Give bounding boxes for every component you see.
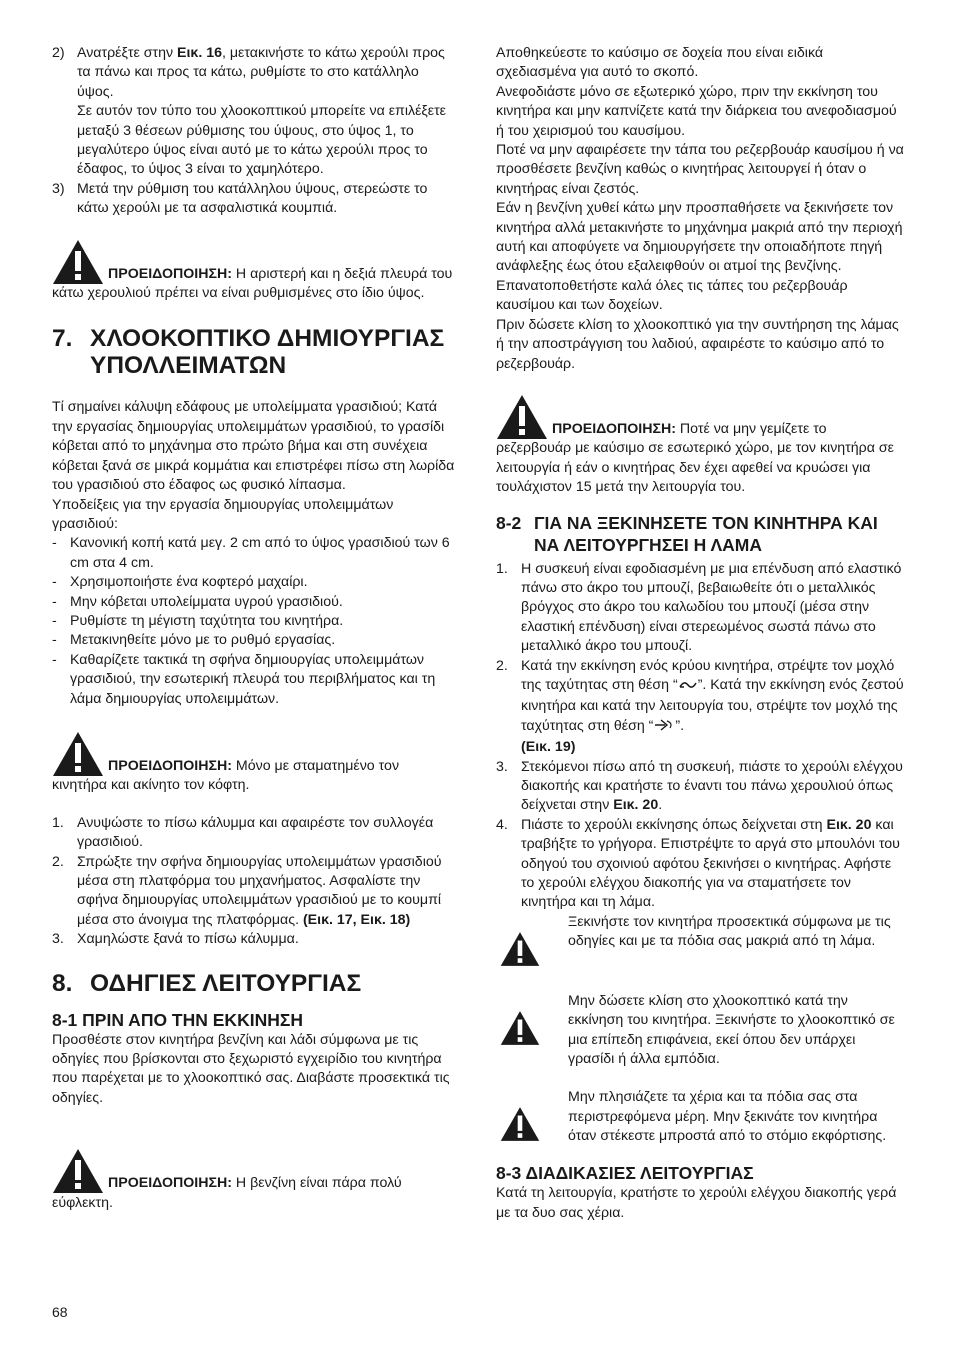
- step-number: 4.: [496, 816, 508, 833]
- mulch-step-3: [52, 930, 456, 949]
- text: , μετακινήστε το κάτω χερούλι προς τα πάνω και προς τα κάτω, ρυθμίστε το στο κατάλληλο ύψος.: [77, 45, 445, 100]
- tip-text: Μην κόβεται υπολείμματα υγρού γρασιδιού.: [70, 593, 343, 610]
- step-number: 1.: [496, 560, 508, 577]
- step-number: 2.: [496, 657, 508, 674]
- mulching-tips-intro: Υποδείξεις για την εργασία δημιουργίας υπολειμμάτων γρασιδιού:: [52, 496, 394, 532]
- subsection-8-3-heading: 8-3 ΔΙΑΔΙΚΑΣΙΕΣ ΛΕΙΤΟΥΡΓΙΑΣ: [496, 1163, 754, 1184]
- right-column: [496, 44, 904, 1223]
- text: Μόνο με σταματημένο τον κινητήρα και ακίνητο τον κόφτη.: [52, 757, 400, 794]
- text: Σπρώξτε την σφήνα δημιουργίας υπολειμμάτων γρασιδιού μέσα στη πλατφόρμα του μηχανήματος. Ασφαλίστε την σφήνα δημιουργίας υπολειμμάτων γρασιδιού με το κουμπί μέσα στο άνοιγμα της πλατφόρμας.: [77, 853, 442, 928]
- fuel-paragraph: Αποθηκεύεστε το καύσιμο σε δοχεία που είναι ειδικά σχεδιασμένα για αυτό το σκοπό.: [496, 45, 824, 81]
- text: ”. Κατά την εκκίνηση ενός ζεστού κινητήρα και κατά την λειτουργία του, στρέψτε τον μοχλό της ταχύτητας στη θέση “: [521, 676, 904, 734]
- step-text: Χαμηλώστε ξανά το πίσω κάλυμμα.: [77, 931, 299, 948]
- mulch-step-2: [52, 853, 456, 931]
- warning-triangle-icon: [52, 239, 104, 285]
- fuel-paragraph: Πριν δώσετε κλίση το χλοοκοπτικό για την συντήρηση της λάμας ή την αποστράγγιση του λαδιού, αφαιρέστε το καύσιμο από το ρεζερβουάρ.: [496, 316, 899, 372]
- text: Ποτέ να μην γεμίζετε το ρεζερβουάρ με καύσιμο σε εσωτερικό χώρο, με τον κινητήρα σε λειτουργία ή εάν ο κινητήρας δεν έχει αφεθεί να κρυώσει για τουλάχιστον 15 μετά την λειτουργία του.: [496, 420, 894, 496]
- tip-text: Μετακινηθείτε μόνο με το ρυθμό εργασίας.: [70, 632, 336, 649]
- warning-triangle-icon: [52, 731, 104, 777]
- mulch-step-1: [52, 814, 456, 853]
- fuel-paragraph: Ανεφοδιάστε μόνο σε εξωτερικό χώρο, πριν την εκκίνηση του κινητήρα και μην καπνίζετε κατά την διάρκεια του ανεφοδιασμού ή του χειρισμού του καυσίμου.: [496, 83, 897, 139]
- tip-text: Κανονική κοπή κατά μεγ. 2 cm από το ύψος γρασιδιού των 6 cm στα 4 cm.: [70, 535, 450, 571]
- subsection-number: 8-2: [496, 512, 522, 533]
- tip-item: [52, 534, 456, 573]
- text: Ανατρέξτε στην: [77, 45, 178, 61]
- section-number: 7.: [52, 325, 73, 353]
- side-warning-3: [496, 1088, 904, 1148]
- warning-triangle-icon: [500, 931, 540, 967]
- tip-item: [52, 593, 456, 612]
- figure-ref: Εικ. 16: [177, 45, 222, 61]
- tip-item: [52, 573, 456, 592]
- step-text-cont: Σε αυτόν τον τύπο του χλοοκοπτικού μπορείτε να επιλέξετε μεταξύ 3 θέσεων ρύθμισης του ύψους, στο ύψος 1, το μεγαλύτερο ύψος είναι αυτό με το κάτω χερούλι προς το έδαφος, το ύψος 3 είναι το χαμηλότερο.: [77, 103, 447, 178]
- tip-item: [52, 631, 456, 650]
- side-warning-text: Ξεκινήστε τον κινητήρα προσεκτικά σύμφωνα με τις οδηγίες και με τα πόδια σας μακριά από τη λάμα.: [568, 913, 891, 950]
- start-step-2: [496, 657, 904, 758]
- start-step-4: [496, 816, 904, 913]
- figure-ref: (Εικ. 19): [521, 739, 576, 756]
- warning-text: [52, 1174, 456, 1213]
- text: Πιάστε το χερούλι εκκίνησης όπως δείχνεται στη: [521, 816, 827, 833]
- warning-label: ΠΡΟΕΙΔΟΠΟΙΗΣΗ:: [108, 265, 232, 282]
- dash: -: [52, 593, 57, 610]
- dash: -: [52, 651, 57, 668]
- dash: -: [52, 535, 57, 552]
- section-7-heading: [52, 325, 456, 379]
- warning-block-1: [52, 239, 456, 304]
- subsection-title: ΓΙΑ ΝΑ ΞΕΚΙΝΗΣΕΤΕ ΤΟΝ ΚΙΝΗΤΗΡΑ ΚΑΙ ΝΑ ΛΕΙΤΟΥΡΓΗΣΕΙ Η ΛΑΜΑ: [534, 512, 878, 555]
- warning-text: [496, 420, 904, 498]
- figure-ref: Εικ. 20: [613, 797, 659, 814]
- text: .: [658, 797, 663, 814]
- step-text: [77, 853, 456, 931]
- adjust-step-2: [52, 44, 456, 180]
- step-text: [521, 758, 904, 816]
- start-step-3: [496, 758, 904, 816]
- step-text: [521, 816, 904, 913]
- tip-text: Χρησιμοποιήστε ένα κοφτερό μαχαίρι.: [70, 574, 308, 591]
- side-warning-2: [496, 992, 904, 1070]
- subsection-8-1-heading: 8-1 ΠΡΙΝ ΑΠΟ ΤΗΝ ΕΚΚΙΝΗΣΗ: [52, 1009, 303, 1030]
- fuel-paragraph: Επανατοποθετήστε καλά όλες τις τάπες του ρεζερβουάρ καυσίμου και των δοχείων.: [496, 277, 848, 314]
- text: Στεκόμενοι πίσω από τη συσκευή, πιάστε το χερούλι ελέγχου διακοπής και κρατήστε το έναντι του πάνω χερουλιού όπως δείχνεται στην: [521, 758, 903, 814]
- warning-label: ΠΡΟΕΙΔΟΠΟΙΗΣΗ:: [108, 1175, 232, 1192]
- text: Κατά την εκκίνηση ενός κρύου κινητήρα, στρέψτε τον μοχλό της ταχύτητας στη θέση “: [521, 657, 895, 693]
- step-number: 3.: [52, 931, 64, 948]
- warning-block-3: [52, 1148, 456, 1213]
- warning-label: ΠΡΟΕΙΔΟΠΟΙΗΣΗ:: [108, 757, 232, 774]
- step-text: Η συσκευή είναι εφοδιασμένη με μια επένδυση από ελαστικό πάνω στο άκρο του μπουζί, βεβαιωθείτε ότι ο μεταλλικός βρόγχος στο άκρο του καλωδίου του μπουζί (μέσα στην ελαστική επένδυση) είναι στερεωμένος σωστά πάνω στο μεταλλικό άκρο του μπουζί.: [521, 560, 902, 655]
- fuel-paragraph: Εάν η βενζίνη χυθεί κάτω μην προσπαθήσετε να ξεκινήσετε τον κινητήρα αλλά μετακινήστε το μηχάνημα μακριά από την περιοχή αυτή και αποφύγετε να δημιουργήσετε την οποιαδήποτε πηγή ανάφλεξης έως ότου εξαλειφθούν οι ατμοί της βενζίνης.: [496, 200, 903, 275]
- step-text: Ανυψώστε το πίσω κάλυμμα και αφαιρέστε τον συλλογέα γρασιδιού.: [77, 814, 434, 851]
- page-number: 68: [52, 1304, 68, 1320]
- warning-label: ΠΡΟΕΙΔΟΠΟΙΗΣΗ:: [552, 420, 676, 437]
- text: και τραβήξτε το γρήγορα. Επιστρέψτε το αργά στο μπουλόνι του οδηγού του σχοινιού αφότου ξεκινήσει ο κινητήρας. Αφήστε το χερούλι ελέγχου διακοπής για να σταματήσετε τον κινητήρα και τη λάμα.: [521, 816, 900, 911]
- side-warning-text: Μην πλησιάζετε τα χέρια και τα πόδια σας στα περιστρεφόμενα μέρη. Μην ξεκινάτε τον κινητήρα όταν στέκεστε μπροστά από το στόμιο εκφόρτισης.: [568, 1089, 887, 1145]
- dash: -: [52, 632, 57, 649]
- step-text: Μετά την ρύθμιση του κατάλληλου ύψους, στερεώστε το κάτω χερούλι με τα ασφαλιστικά κουμπιά.: [77, 180, 428, 217]
- left-column: [52, 44, 456, 1213]
- text: ”.: [675, 717, 685, 734]
- operation-text: Κατά τη λειτουργία, κρατήστε το χερούλι ελέγχου διακοπής γερά με τα δυο σας χέρια.: [496, 1185, 897, 1221]
- section-number: 8.: [52, 969, 73, 997]
- tip-text: Καθαρίζετε τακτικά τη σφήνα δημιουργίας υπολειμμάτων γρασιδιού, την εσωτερική πλευρά του περιβλήματος και τη λάμα δημιουργίας υπολειμμάτων.: [70, 651, 436, 707]
- mulching-intro: Τί σημαίνει κάλυψη εδάφους με υπολείμματα γρασιδιού; Κατά την εργασίας δημιουργίας υπολειμμάτων γρασιδιού, το γρασίδι κόβεται από το μηχάνημα στο πρώτο βήμα και στη συνέχεια κόβεται ξανά σε μικρά κομμάτια και επιστρέφει πίσω στη λωρίδα του γρασιδιού στο έδαφος ως φυσικό λίπασμα.: [52, 399, 455, 494]
- section-8-heading: [52, 970, 456, 997]
- section-title: ΟΔΗΓΙΕΣ ΛΕΙΤΟΥΡΓΙΑΣ: [90, 969, 362, 997]
- warning-triangle-icon: [500, 1010, 540, 1046]
- figure-ref: (Εικ. 17, Εικ. 18): [302, 911, 411, 928]
- tip-text: Ρυθμίστε τη μέγιστη ταχύτητα του κινητήρα.: [70, 612, 344, 629]
- side-warning-1: [496, 913, 904, 973]
- text: Η βενζίνη είναι πάρα πολύ εύφλεκτη.: [52, 1175, 402, 1211]
- warning-block-4: [496, 394, 904, 498]
- warning-triangle-icon: [52, 1148, 104, 1194]
- section-title: ΧΛΟΟΚΟΠΤΙΚΟ ΔΗΜΙΟΥΡΓΙΑΣ ΥΠΟΛΛΕΙΜΑΤΩΝ: [90, 325, 445, 380]
- dash: -: [52, 574, 57, 591]
- start-step-1: [496, 560, 904, 657]
- step-number: 3.: [496, 758, 508, 775]
- adjust-step-3: [52, 180, 456, 219]
- step-number: 3): [52, 180, 65, 197]
- side-warning-text: Μην δώσετε κλίση στο χλοοκοπτικό κατά την εκκίνηση του κινητήρα. Ξεκινήστε το χλοοκοπτικό σε μια επίπεδη επιφάνεια, εκεί όπου δεν υπάρχει γρασίδι ή άλλα εμπόδια.: [568, 992, 895, 1068]
- step-text: [77, 44, 456, 102]
- warning-text: [52, 265, 456, 304]
- fuel-paragraph: Ποτέ να μην αφαιρέσετε την τάπα του ρεζερβουάρ καυσίμου ή να προσθέσετε βενζίνη καθώς ο κινητήρας λειτουργεί ή όταν ο κινητήρας είναι ζεστός.: [496, 142, 904, 197]
- tip-item: [52, 612, 456, 631]
- warning-block-2: [52, 731, 456, 796]
- text: Η αριστερή και η δεξιά πλευρά του κάτω χερουλιού πρέπει να είναι ρυθμισμένες στο ίδιο ύψος.: [52, 265, 453, 302]
- step-number: 1.: [52, 814, 64, 831]
- subsection-8-2-heading: [496, 512, 904, 556]
- warning-triangle-icon: [500, 1106, 540, 1142]
- choke-icon: [678, 678, 698, 697]
- run-icon: [653, 718, 675, 738]
- before-start-text: Προσθέστε στον κινητήρα βενζίνη και λάδι σύμφωνα με τις οδηγίες που βρίσκονται στο ξεχωριστό εγχειρίδιο του κινητήρα που παρέχεται με το χλοοκοπτικό σας. Διαβάστε προσεκτικά τις οδηγίες.: [52, 1031, 450, 1106]
- step-text: [521, 657, 904, 758]
- tip-item: [52, 651, 456, 709]
- dash: -: [52, 612, 57, 629]
- step-number: 2.: [52, 853, 64, 870]
- warning-text: [52, 757, 456, 796]
- figure-ref: Εικ. 20: [826, 816, 872, 833]
- step-number: 2): [52, 45, 65, 61]
- warning-triangle-icon: [496, 394, 548, 440]
